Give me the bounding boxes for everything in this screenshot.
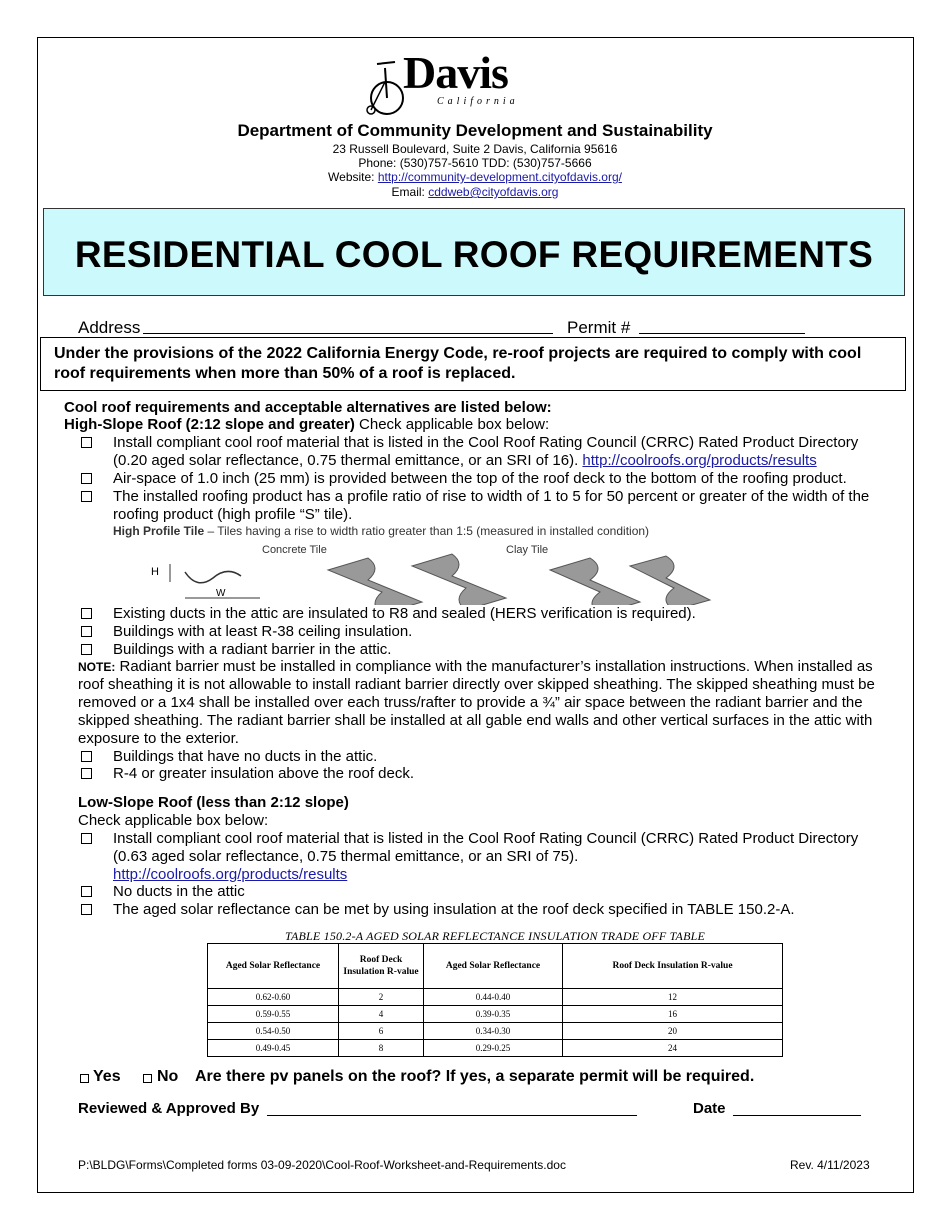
notice-text: Under the provisions of the 2022 California Energy Code, re-roof projects are required to comply with cool roof requirements when more than 50% of a roof is replaced.	[54, 345, 862, 382]
concrete-tile-1	[328, 558, 422, 605]
coolroofs-link-1[interactable]: http://coolroofs.org/products/results	[582, 452, 817, 469]
high-slope-heading	[64, 416, 549, 434]
low-slope-instruction: Check applicable box below:	[78, 812, 269, 829]
clay-tile-label: Clay Tile	[506, 544, 549, 556]
table-cell: 24	[563, 1040, 783, 1057]
table-header-cell: Roof Deck Insulation R-value	[339, 944, 424, 989]
high-slope-item-1-line-2	[113, 452, 817, 470]
low-slope-item-1-line-2: (0.63 aged solar reflectance, 0.75 thermal emittance, or an SRI of 75).	[113, 848, 579, 865]
note-line-1	[78, 658, 873, 676]
high-slope-item-3-line-1: The installed roofing product has a profile ratio of rise to width of 1 to 5 for 50 percent or greater of the width of the	[113, 488, 870, 505]
table-row	[208, 1006, 783, 1023]
table-cell: 0.49-0.45	[208, 1040, 339, 1057]
note-line-2: roof sheathing it is not allowable to install radiant barrier directly over skipped sheathing. The skipped sheathing must be	[78, 676, 875, 693]
table-cell: 20	[563, 1023, 783, 1040]
table-caption: TABLE 150.2-A AGED SOLAR REFLECTANCE INSULATION TRADE OFF TABLE	[284, 929, 706, 943]
table-cell: 0.54-0.50	[208, 1023, 339, 1040]
width-label: W	[216, 588, 226, 599]
table-cell: 8	[339, 1040, 424, 1057]
note-label: NOTE:	[78, 660, 116, 674]
department-name: Department of Community Development and Sustainability	[237, 121, 713, 140]
note-line-3: removed or a 1x4 shall be installed over each truss/rafter to provide a ¾” air space between the radiant barrier and the	[78, 694, 863, 711]
address-field[interactable]	[143, 333, 553, 334]
tile-profile-illustration	[140, 550, 720, 605]
table-cell: 0.34-0.30	[424, 1023, 563, 1040]
clay-tile-2	[630, 556, 710, 605]
tile-figure-title: High Profile Tile	[113, 524, 205, 538]
email-link[interactable]: cddweb@cityofdavis.org	[428, 185, 559, 199]
requirements-intro: Cool roof requirements and acceptable alternatives are listed below:	[64, 399, 552, 416]
high-slope-checkbox-7[interactable]	[81, 751, 92, 762]
date-field[interactable]	[733, 1115, 861, 1116]
footer-file-path: P:\BLDG\Forms\Completed forms 03-09-2020\Cool-Roof-Worksheet-and-Requirements.doc	[78, 1158, 566, 1172]
pv-no-label: No	[157, 1068, 179, 1085]
logo-subtext: California	[437, 96, 519, 107]
permit-field[interactable]	[639, 333, 805, 334]
permit-label: Permit #	[567, 318, 631, 337]
low-slope-item-2: No ducts in the attic	[113, 883, 245, 900]
tile-figure-description: – Tiles having a rise to width ratio greater than 1:5 (measured in installed condition)	[204, 524, 650, 538]
table-header-cell: Roof Deck Insulation R-value	[563, 944, 783, 989]
table-cell: 0.29-0.25	[424, 1040, 563, 1057]
reviewed-signature-field[interactable]	[267, 1115, 637, 1116]
department-website	[0, 170, 950, 184]
table-cell: 0.62-0.60	[208, 989, 339, 1006]
insulation-tradeoff-table	[207, 943, 783, 1057]
reviewed-label: Reviewed & Approved By	[78, 1100, 260, 1117]
high-slope-item-8: R-4 or greater insulation above the roof deck.	[113, 765, 415, 782]
high-slope-item-6: Buildings with a radiant barrier in the attic.	[113, 641, 392, 658]
table-cell: 12	[563, 989, 783, 1006]
note-line-4: skipped sheathing. The radiant barrier shall be installed at all gable end walls and other vertical surfaces in the attic with	[78, 712, 873, 729]
tile-profile-curve	[185, 571, 241, 582]
high-slope-instruction: Check applicable box below:	[354, 416, 550, 433]
high-slope-checkbox-1[interactable]	[81, 437, 92, 448]
table-cell: 0.39-0.35	[424, 1006, 563, 1023]
pv-no-checkbox[interactable]	[143, 1074, 152, 1083]
high-slope-title: High-Slope Roof (2:12 slope and greater)	[64, 416, 355, 433]
high-slope-item-1-text: (0.20 aged solar reflectance, 0.75 thermal emittance, or an SRI of 16).	[113, 452, 583, 469]
logo-wordmark: Davis	[403, 47, 508, 98]
tile-figure-caption	[113, 524, 649, 538]
table-header-cell: Aged Solar Reflectance	[424, 944, 563, 989]
address-label: Address	[78, 318, 141, 337]
page-title: RESIDENTIAL COOL ROOF REQUIREMENTS	[74, 234, 874, 275]
table-row	[208, 989, 783, 1006]
high-slope-item-3-line-2: roofing product (high profile “S” tile).	[113, 506, 353, 523]
high-slope-checkbox-2[interactable]	[81, 473, 92, 484]
low-slope-checkbox-1[interactable]	[81, 833, 92, 844]
concrete-tile-2	[412, 554, 506, 605]
table-cell: 6	[339, 1023, 424, 1040]
table-header-row	[208, 944, 783, 989]
note-text-1: Radiant barrier must be installed in compliance with the manufacturer’s installation instructions. When installed as	[115, 658, 873, 675]
clay-tile-1	[550, 558, 640, 605]
department-address: 23 Russell Boulevard, Suite 2 Davis, California 95616	[332, 142, 618, 156]
department-email	[0, 185, 950, 199]
table-cell: 0.44-0.40	[424, 989, 563, 1006]
high-slope-checkbox-3[interactable]	[81, 491, 92, 502]
email-label: Email:	[391, 185, 429, 199]
high-slope-item-7: Buildings that have no ducts in the attic.	[113, 748, 378, 765]
pv-yes-label: Yes	[93, 1068, 121, 1085]
high-slope-checkbox-8[interactable]	[81, 768, 92, 779]
department-phone: Phone: (530)757-5610 TDD: (530)757-5666	[358, 156, 592, 170]
high-slope-item-2: Air-space of 1.0 inch (25 mm) is provided between the top of the roof deck to the bottom of the roofing product.	[113, 470, 847, 487]
date-label: Date	[693, 1100, 726, 1117]
pv-yes-checkbox[interactable]	[80, 1074, 89, 1083]
low-slope-item-1-line-1: Install compliant cool roof material that is listed in the Cool Roof Rating Council (CRRC) Rated Product Directory	[113, 830, 859, 847]
low-slope-checkbox-3[interactable]	[81, 904, 92, 915]
table-cell: 4	[339, 1006, 424, 1023]
low-slope-heading: Low-Slope Roof (less than 2:12 slope)	[78, 794, 349, 811]
city-logo	[365, 47, 519, 116]
table-row	[208, 1023, 783, 1040]
table-header-cell: Aged Solar Reflectance	[208, 944, 339, 989]
note-line-5: exposure to the exterior.	[78, 730, 239, 747]
high-slope-checkbox-6[interactable]	[81, 644, 92, 655]
low-slope-item-3: The aged solar reflectance can be met by using insulation at the roof deck specified in TABLE 150.2-A.	[113, 901, 795, 918]
footer-revision: Rev. 4/11/2023	[790, 1158, 870, 1172]
low-slope-checkbox-2[interactable]	[81, 886, 92, 897]
table-cell: 0.59-0.55	[208, 1006, 339, 1023]
table-cell: 16	[563, 1006, 783, 1023]
table-row	[208, 1040, 783, 1057]
height-label: H	[151, 566, 159, 578]
website-label: Website:	[328, 170, 378, 184]
coolroofs-link-2[interactable]: http://coolroofs.org/products/results	[113, 866, 348, 883]
table-cell: 2	[339, 989, 424, 1006]
pv-question: Are there pv panels on the roof? If yes, a separate permit will be required.	[195, 1068, 755, 1085]
high-slope-item-5: Buildings with at least R-38 ceiling insulation.	[113, 623, 413, 640]
high-slope-checkbox-4[interactable]	[81, 608, 92, 619]
high-slope-item-4: Existing ducts in the attic are insulated to R8 and sealed (HERS verification is required).	[113, 605, 696, 622]
high-slope-checkbox-5[interactable]	[81, 626, 92, 637]
concrete-tile-label: Concrete Tile	[262, 544, 327, 556]
high-slope-item-1-line-1: Install compliant cool roof material that is listed in the Cool Roof Rating Council (CRRC) Rated Product Directory	[113, 434, 859, 451]
website-link[interactable]: http://community-development.cityofdavis.org/	[377, 170, 622, 184]
